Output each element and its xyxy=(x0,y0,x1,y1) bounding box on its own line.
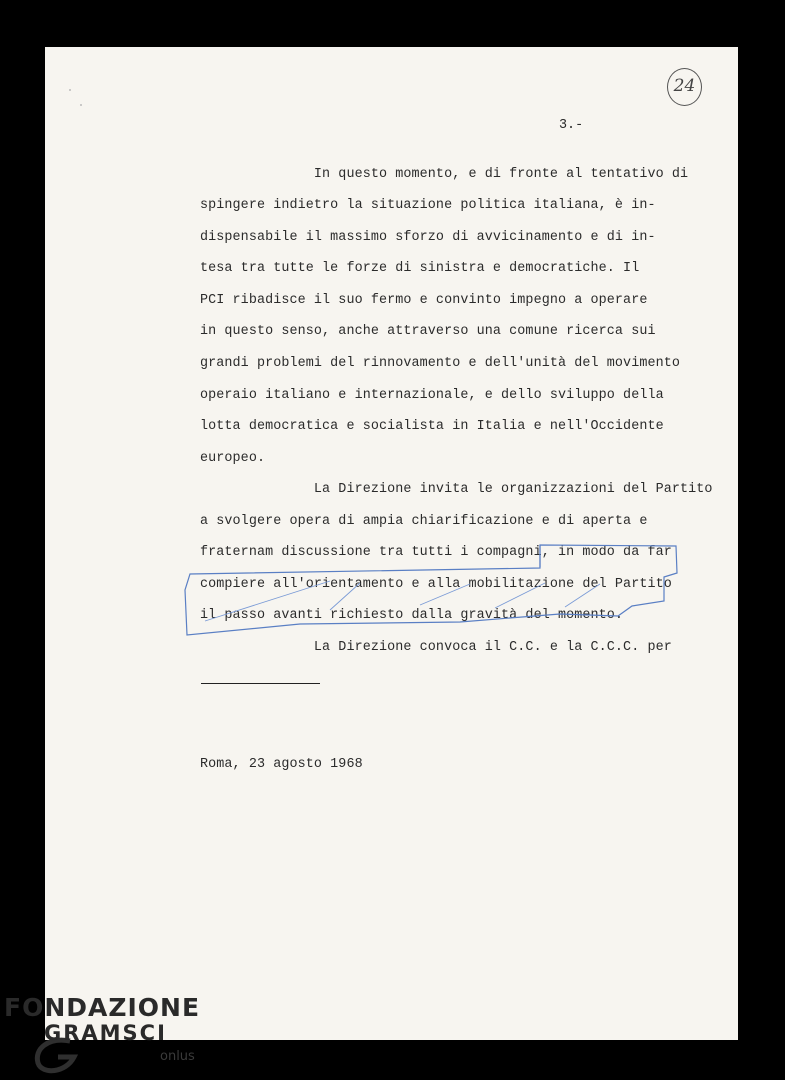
watermark-suffix: onlus xyxy=(160,1049,195,1064)
watermark-subtitle: GRAMSCI xyxy=(44,1021,167,1045)
text-line: a svolgere opera di ampia chiarificazione e di aperta e xyxy=(200,514,648,529)
paper-speck xyxy=(80,104,82,106)
text-line: spingere indietro la situazione politica italiana, è in- xyxy=(200,198,656,213)
text-line: grandi problemi del rinnovamento e dell'unità del movimento xyxy=(200,356,681,371)
text-line: La Direzione convoca il C.C. e la C.C.C. per xyxy=(200,640,672,655)
date-signoff: Roma, 23 agosto 1968 xyxy=(200,757,363,772)
text-line: operaio italiano e internazionale, e dello sviluppo della xyxy=(200,388,664,403)
text-line: La Direzione invita le organizzazioni del Partito xyxy=(200,482,713,497)
text-line: europeo. xyxy=(200,451,266,466)
watermark-title: FONDAZIONE xyxy=(4,993,201,1022)
text-line: in questo senso, anche attraverso una comune ricerca sui xyxy=(200,324,656,339)
text-line: PCI ribadisce il suo fermo e convinto impegno a operare xyxy=(200,293,648,308)
page-number: 3.- xyxy=(559,118,584,133)
text-line: lotta democratica e socialista in Italia e nell'Occidente xyxy=(200,419,664,434)
folio-stamp: 24 xyxy=(667,68,702,106)
text-line: tesa tra tutte le forze di sinistra e democratiche. Il xyxy=(200,261,640,276)
text-line: In questo momento, e di fronte al tentativo di xyxy=(200,167,689,182)
text-line: il passo avanti richiesto dalla gravità del momento. xyxy=(200,608,624,623)
text-line: dispensabile il massimo sforzo di avvicinamento e di in- xyxy=(200,230,656,245)
text-line: fraternam discussione tra tutti i compagni, in modo da far xyxy=(200,545,672,560)
paper-speck xyxy=(69,89,71,91)
pen-bracket-outline xyxy=(185,545,677,635)
text-line: compiere all'orientamento e alla mobilitazione del Partito xyxy=(200,577,672,592)
